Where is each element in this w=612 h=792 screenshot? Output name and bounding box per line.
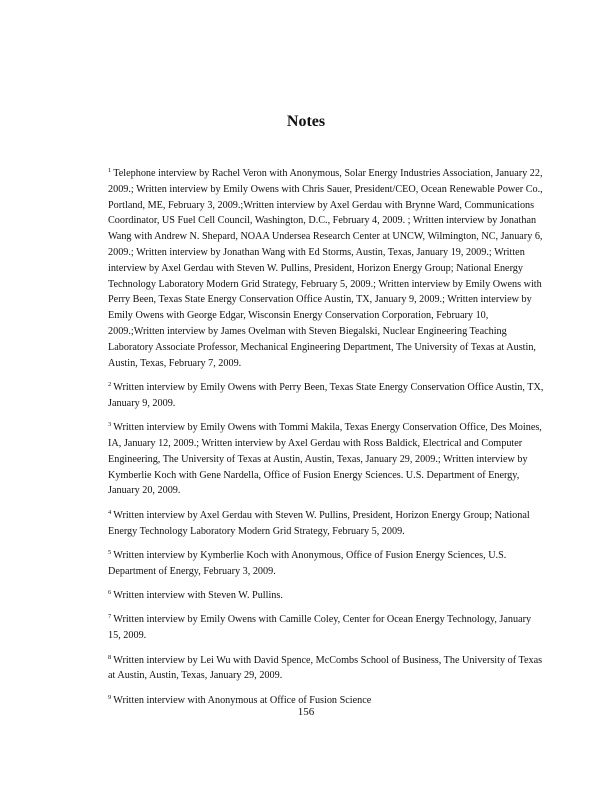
footnote-line <box>108 420 558 436</box>
footnote-text: Written interview by Kymberlie Koch with Anonymous, Office of Fusion Energy Sciences, U.S. <box>113 549 507 561</box>
footnote-text: 2009.; Written interview by Jonathan Wang with Ed Storms, Austin, Texas, January 19, 2009.; Written <box>108 246 525 258</box>
footnote-8 <box>108 653 558 685</box>
footnote-line <box>108 261 558 277</box>
footnote-number: 2 <box>108 380 112 388</box>
footnote-line <box>108 340 558 356</box>
footnote-text: Written interview by Lei Wu with David Spence, McCombs School of Business, The University of Texas <box>113 654 543 666</box>
footnote-line <box>108 628 558 644</box>
notes-list <box>108 166 558 717</box>
page-title: Notes <box>286 113 326 130</box>
footnote-text: Emily Owens with George Edgar, Wisconsin Energy Conservation Corporation, February 10, <box>108 310 489 322</box>
footnote-line <box>108 588 558 604</box>
footnote-line <box>108 245 558 261</box>
footnote-text: at Austin, Austin, Texas, January 29, 2009. <box>108 670 283 682</box>
page-number: 156 <box>297 706 315 718</box>
footnote-text: IA, January 12, 2009.; Written interview by Axel Gerdau with Ross Baldick, Electrical and Computer <box>108 437 523 449</box>
footnote-line <box>108 198 558 214</box>
footnote-text: Telephone interview by Rachel Veron with Anonymous, Solar Energy Industries Association, January 22, <box>113 168 543 179</box>
footnote-text: Technology Laboratory Modern Grid Strategy, February 5, 2009.; Written interview by Emily Owens with <box>108 278 542 290</box>
footnote-number: 3 <box>108 421 112 429</box>
footnote-text: Written interview by Emily Owens with Tommi Makila, Texas Energy Conservation Office, Des Moines, <box>113 422 542 434</box>
footnote-text: Portland, ME, February 3, 2009.;Written interview by Axel Gerdau with Brynne Ward, Communications <box>108 199 535 211</box>
footnote-7 <box>108 612 558 644</box>
footnote-text: 15, 2009. <box>108 630 147 642</box>
footnote-line <box>108 653 558 669</box>
footnote-text: Perry Been, Texas State Energy Conservation Office Austin, TX, January 9, 2009.; Written interview by <box>108 294 532 306</box>
footnote-line <box>108 612 558 628</box>
footnote-3 <box>108 420 558 499</box>
footnote-text: 2009.; Written interview by Emily Owens with Chris Sauer, President/CEO, Ocean Renewable Power Co., <box>108 183 543 195</box>
footnote-line <box>108 452 558 468</box>
footnote-2 <box>108 380 558 412</box>
footnote-text: Austin, Texas, February 7, 2009. <box>108 357 242 369</box>
footnote-text: Written interview by Emily Owens with Camille Coley, Center for Ocean Energy Technology, January <box>113 614 532 626</box>
footnote-line <box>108 396 558 412</box>
footnote-line <box>108 308 558 324</box>
footnote-6 <box>108 588 558 604</box>
footnote-text: interview by Axel Gerdau with Steven W. Pullins, President, Horizon Energy Group; National Energy <box>108 262 523 274</box>
footnote-5 <box>108 548 558 580</box>
footnote-text: Laboratory Associate Professor, Mechanical Engineering Department, The University of Texas at Austin, <box>108 341 536 353</box>
footnote-1 <box>108 166 558 371</box>
footnote-number: 9 <box>108 693 112 701</box>
footnote-text: Coordinator, US Fuel Cell Council, Washington, D.C., February 4, 2009. ; Written interview by Jonathan <box>108 215 537 227</box>
footnote-text: Wang with Andrew N. Shepard, NOAA Undersea Research Center at UNCW, Wilmington, NC, January 6, <box>108 231 543 243</box>
footnote-text: Written interview by Axel Gerdau with Steven W. Pullins, President, Horizon Energy Group; National <box>113 509 530 521</box>
footnote-number: 6 <box>108 589 112 597</box>
footnote-line <box>108 468 558 484</box>
footnote-4 <box>108 508 558 540</box>
footnote-line <box>108 483 558 499</box>
footnote-text: Department of Energy, February 3, 2009. <box>108 565 276 577</box>
footnote-text: Written interview by Emily Owens with Perry Been, Texas State Energy Conservation Office Austin, TX, <box>113 381 544 393</box>
footnote-line <box>108 668 558 684</box>
footnote-line <box>108 213 558 229</box>
footnote-line <box>108 564 558 580</box>
footnote-line <box>108 548 558 564</box>
footnote-number: 5 <box>108 548 112 556</box>
footnote-line <box>108 229 558 245</box>
footnote-line <box>108 292 558 308</box>
footnote-text: 2009.;Written interview by James Ovelman with Steven Biegalski, Nuclear Engineering Teaching <box>108 325 507 337</box>
footnote-text: January 9, 2009. <box>108 397 176 409</box>
footnote-text: Written interview with Anonymous at Office of Fusion Science <box>113 694 372 706</box>
footnote-number: 8 <box>108 653 112 661</box>
footnote-text: Engineering, The University of Texas at Austin, Austin, Texas, January 29, 2009.; Written interview by <box>108 453 528 465</box>
footnote-line <box>108 166 558 182</box>
footnote-number: 4 <box>108 508 112 516</box>
footnote-line <box>108 508 558 524</box>
footnote-line <box>108 524 558 540</box>
footnote-number: 1 <box>108 167 112 174</box>
footnote-line <box>108 380 558 396</box>
footnote-line <box>108 324 558 340</box>
footnote-text: Written interview with Steven W. Pullins. <box>113 590 283 602</box>
footnote-line <box>108 277 558 293</box>
footnote-number: 7 <box>108 613 112 621</box>
footnote-text: January 20, 2009. <box>108 485 181 497</box>
footnote-line <box>108 182 558 198</box>
footnote-text: Kymberlie Koch with Gene Nardella, Office of Fusion Energy Sciences. U.S. Department of Energy, <box>108 469 520 481</box>
footnote-text: Energy Technology Laboratory Modern Grid Strategy, February 5, 2009. <box>108 525 405 537</box>
footnote-line <box>108 436 558 452</box>
footnote-line <box>108 356 558 372</box>
